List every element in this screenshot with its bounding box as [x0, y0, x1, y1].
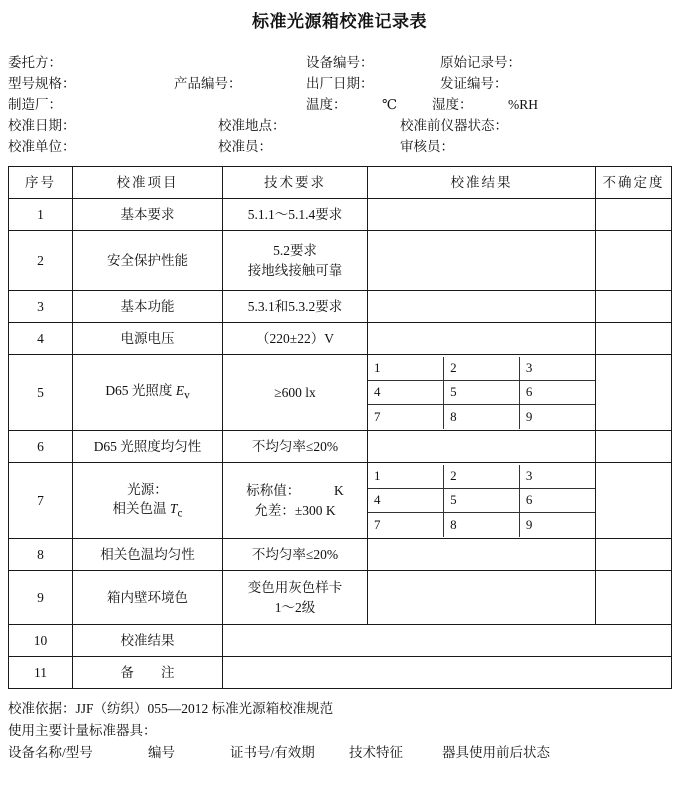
table-row	[9, 199, 672, 231]
result-point-grid	[368, 357, 595, 429]
cell-no: 10	[9, 625, 73, 657]
result-point-cell[interactable]: 8	[444, 405, 520, 429]
result-point-cell[interactable]: 2	[444, 357, 520, 381]
column-header-result: 校准结果	[368, 167, 596, 199]
cell-uncertainty[interactable]	[596, 323, 672, 355]
requirement-line: 标称值： K	[246, 483, 344, 499]
result-point-cell[interactable]: 7	[368, 405, 444, 429]
requirement-line: 接地线接触可靠	[247, 262, 343, 278]
cell-merged-result[interactable]	[223, 625, 672, 657]
cell-item: 相关色温均匀性	[73, 539, 223, 571]
header-field-label: 校准前仪器状态：	[400, 118, 508, 134]
requirement-line: （220±22）V	[256, 331, 334, 347]
result-grid-row	[368, 489, 595, 513]
cell-item: D65 光照度 $E_v$	[73, 355, 223, 431]
header-field-label: 原始记录号：	[440, 55, 521, 71]
result-point-cell[interactable]: 8	[444, 513, 520, 537]
header-field-label: 校准地点：	[218, 118, 286, 134]
requirement-line: 5.3.1和5.3.2要求	[247, 299, 343, 315]
result-point-cell[interactable]: 6	[519, 381, 595, 405]
cell-merged-result[interactable]	[223, 657, 672, 689]
header-field-label: 产品编号：	[174, 76, 242, 92]
footer-columns-row	[8, 742, 671, 764]
cell-result[interactable]	[368, 291, 596, 323]
result-grid-row	[368, 381, 595, 405]
cell-result[interactable]	[368, 539, 596, 571]
cell-requirement	[223, 231, 368, 291]
result-point-cell[interactable]: 9	[519, 513, 595, 537]
cell-uncertainty[interactable]	[596, 571, 672, 625]
table-row	[9, 463, 672, 539]
cell-uncertainty[interactable]	[596, 431, 672, 463]
footer-basis-row	[8, 698, 671, 720]
calibration-basis: 校准依据：JJF（纺织）055—2012 标准光源箱校准规范	[8, 701, 334, 717]
cell-no: 1	[9, 199, 73, 231]
result-point-cell[interactable]: 1	[368, 465, 444, 489]
page-title: 标准光源箱校准记录表	[252, 12, 427, 32]
header-field-label: 校准单位：	[8, 139, 76, 155]
cell-no: 8	[9, 539, 73, 571]
header-field-row	[8, 136, 671, 157]
table-body	[9, 199, 672, 689]
requirement-line: 1～2级	[274, 599, 316, 615]
header-field-label: 校准日期：	[8, 118, 76, 134]
column-header-requirement: 技术要求	[223, 167, 368, 199]
table-row	[9, 657, 672, 689]
cell-no: 7	[9, 463, 73, 539]
result-grid-row	[368, 513, 595, 537]
result-point-cell[interactable]: 6	[519, 489, 595, 513]
result-point-grid	[368, 465, 595, 537]
footer-column-label: 技术特征	[349, 745, 403, 761]
cell-result	[368, 355, 596, 431]
table-row	[9, 625, 672, 657]
requirement-line: 不均匀率≤20%	[251, 547, 339, 563]
result-point-cell[interactable]: 1	[368, 357, 444, 381]
cell-item: 电源电压	[73, 323, 223, 355]
table-row	[9, 231, 672, 291]
cell-item: 基本要求	[73, 199, 223, 231]
result-grid-row	[368, 357, 595, 381]
header-field-label: 设备编号：	[306, 55, 374, 71]
cell-requirement	[223, 539, 368, 571]
calibration-table-wrap	[8, 166, 671, 689]
requirement-line: 5.2要求	[273, 243, 317, 259]
cell-requirement	[223, 463, 368, 539]
cell-result[interactable]	[368, 431, 596, 463]
table-header-row	[9, 167, 672, 199]
column-header-item: 校准项目	[73, 167, 223, 199]
header-field-row	[8, 115, 671, 136]
cell-result[interactable]	[368, 571, 596, 625]
header-field-label: %RH	[508, 97, 538, 113]
cell-item: 安全保护性能	[73, 231, 223, 291]
cell-requirement	[223, 291, 368, 323]
result-point-cell[interactable]: 4	[368, 489, 444, 513]
header-field-label: ℃	[382, 97, 398, 113]
footer-column-label: 器具使用前后状态	[442, 745, 550, 761]
header-field-label: 湿度：	[432, 97, 473, 113]
cell-item: 校准结果	[73, 625, 223, 657]
table-row	[9, 539, 672, 571]
result-grid-row	[368, 465, 595, 489]
cell-requirement	[223, 571, 368, 625]
footer-standards-row	[8, 720, 671, 742]
header-field-row	[8, 94, 671, 115]
table-row	[9, 323, 672, 355]
header-field-label: 温度：	[306, 97, 347, 113]
cell-result[interactable]	[368, 199, 596, 231]
standards-label: 使用主要计量标准器具：	[8, 723, 157, 739]
cell-item: 光源： 相关色温 $T_c$	[73, 463, 223, 539]
result-point-cell[interactable]: 4	[368, 381, 444, 405]
result-point-cell[interactable]: 9	[519, 405, 595, 429]
calibration-table	[8, 166, 672, 689]
column-header-uncertainty: 不确定度	[596, 167, 672, 199]
requirement-line: ≥600 lx	[274, 385, 316, 401]
table-row	[9, 571, 672, 625]
header-fields	[8, 32, 671, 157]
cell-no: 4	[9, 323, 73, 355]
cell-uncertainty[interactable]	[596, 291, 672, 323]
header-field-label: 发证编号：	[440, 76, 508, 92]
table-row	[9, 431, 672, 463]
column-header-no: 序号	[9, 167, 73, 199]
cell-no: 5	[9, 355, 73, 431]
cell-requirement	[223, 199, 368, 231]
cell-item: 基本功能	[73, 291, 223, 323]
cell-result[interactable]	[368, 323, 596, 355]
cell-result[interactable]	[368, 231, 596, 291]
cell-uncertainty[interactable]	[596, 231, 672, 291]
cell-requirement	[223, 323, 368, 355]
cell-no: 9	[9, 571, 73, 625]
result-point-cell[interactable]: 3	[519, 465, 595, 489]
result-point-cell[interactable]: 5	[444, 489, 520, 513]
requirement-line: 5.1.1～5.1.4要求	[247, 207, 343, 223]
cell-no: 2	[9, 231, 73, 291]
requirement-line: 变色用灰色样卡	[247, 580, 343, 596]
header-field-label: 校准员：	[218, 139, 272, 155]
result-point-cell[interactable]: 5	[444, 381, 520, 405]
cell-uncertainty[interactable]	[596, 463, 672, 539]
header-field-label: 制造厂：	[8, 97, 62, 113]
header-field-row	[8, 52, 671, 73]
header-field-label: 审核员：	[400, 139, 454, 155]
footer-column-label: 证书号/有效期	[230, 745, 315, 761]
cell-no: 6	[9, 431, 73, 463]
cell-requirement	[223, 355, 368, 431]
header-field-row	[8, 73, 671, 94]
cell-result	[368, 463, 596, 539]
cell-no: 3	[9, 291, 73, 323]
footer-column-label: 设备名称/型号	[8, 745, 93, 761]
header-field-label: 出厂日期：	[306, 76, 374, 92]
table-row	[9, 355, 672, 431]
cell-item: D65 光照度均匀性	[73, 431, 223, 463]
requirement-line: 不均匀率≤20%	[251, 439, 339, 455]
cell-no: 11	[9, 657, 73, 689]
requirement-line: 允差：±300 K	[254, 502, 336, 518]
footer	[8, 698, 671, 764]
header-field-label: 委托方：	[8, 55, 62, 71]
cell-item: 箱内壁环境色	[73, 571, 223, 625]
table-row	[9, 291, 672, 323]
result-point-cell[interactable]: 7	[368, 513, 444, 537]
footer-column-label: 编号	[148, 745, 175, 761]
cell-uncertainty[interactable]	[596, 539, 672, 571]
cell-item: 备 注	[73, 657, 223, 689]
result-point-cell[interactable]: 3	[519, 357, 595, 381]
cell-uncertainty[interactable]	[596, 355, 672, 431]
cell-requirement	[223, 431, 368, 463]
header-field-label: 型号规格：	[8, 76, 76, 92]
cell-uncertainty[interactable]	[596, 199, 672, 231]
result-grid-row	[368, 405, 595, 429]
result-point-cell[interactable]: 2	[444, 465, 520, 489]
